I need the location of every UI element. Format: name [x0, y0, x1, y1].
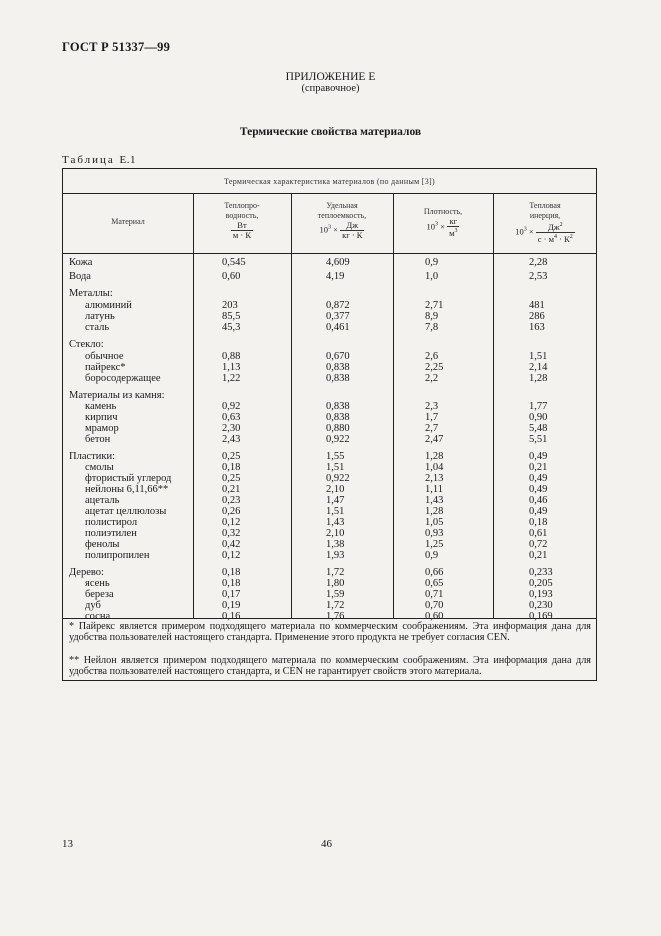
value-rho: 0,9 — [425, 257, 439, 268]
material-name: полиэтилен — [85, 528, 137, 539]
value-c: 0,922 — [326, 434, 350, 445]
value-i: 2,53 — [529, 271, 548, 282]
heat-capacity-factor-exp: 3 — [328, 224, 332, 231]
value-c: 1,72 — [326, 600, 345, 611]
section-title: Термические свойства материалов — [239, 126, 422, 138]
density-unit-den: м — [449, 227, 455, 238]
value-rho: 0,66 — [425, 567, 444, 578]
value-i: 0,49 — [529, 473, 548, 484]
inertia-factor-exp: 3 — [523, 226, 527, 233]
value-rho: 0,60 — [425, 611, 444, 622]
material-name: нейлоны 6,11,66** — [85, 484, 169, 495]
value-k: 1,22 — [222, 373, 241, 384]
value-i: 286 — [529, 311, 545, 322]
material-name: Металлы: — [69, 288, 113, 299]
value-c: 0,880 — [326, 423, 350, 434]
density-unit — [447, 217, 459, 238]
value-c: 0,838 — [326, 401, 350, 412]
value-rho: 7,8 — [425, 322, 439, 333]
inertia-factor: 10 — [515, 226, 524, 237]
value-rho: 1,0 — [425, 271, 439, 282]
appendix-subtitle: (справочное) — [301, 83, 360, 94]
value-c: 0,838 — [326, 362, 350, 373]
value-k: 0,18 — [222, 462, 241, 473]
value-k: 0,88 — [222, 351, 241, 362]
value-i: 1,28 — [529, 373, 548, 384]
value-i: 0,21 — [529, 550, 548, 561]
material-name: ацетат целлюлозы — [85, 506, 167, 517]
value-k: 0,25 — [222, 451, 241, 462]
material-name: фенолы — [85, 539, 120, 550]
inertia-unit-num: Дж — [547, 221, 560, 232]
value-rho: 0,71 — [425, 589, 444, 600]
value-c: 1,51 — [326, 506, 345, 517]
value-c: 1,76 — [326, 611, 345, 622]
value-c: 1,80 — [326, 578, 345, 589]
material-name: Вода — [69, 271, 91, 282]
material-name: Дерево: — [69, 567, 104, 578]
inertia-unit-num-exp: 2 — [559, 222, 563, 228]
value-rho: 1,28 — [425, 451, 444, 462]
value-i: 0,90 — [529, 412, 548, 423]
header-density-line1: Плотность, — [423, 207, 463, 216]
header-heat-capacity-line2: теплоемкость, — [317, 211, 367, 220]
header-conductivity-line1: Теплопро- — [224, 201, 260, 210]
value-c: 1,51 — [326, 462, 345, 473]
table-label-word: Таблица — [62, 154, 115, 166]
material-name: камень — [85, 401, 117, 412]
value-c: 2,10 — [326, 484, 345, 495]
header-inertia-line2: инерция, — [529, 211, 561, 220]
value-k: 1,13 — [222, 362, 241, 373]
col-divider-3 — [393, 193, 394, 618]
value-c: 1,93 — [326, 550, 345, 561]
material-name: Материалы из камня: — [69, 390, 165, 401]
value-k: 0,60 — [222, 271, 241, 282]
value-i: 0,61 — [529, 528, 548, 539]
density-factor-exp: 3 — [435, 221, 439, 228]
value-k: 0,545 — [222, 257, 246, 268]
value-k: 0,12 — [222, 517, 241, 528]
value-k: 2,30 — [222, 423, 241, 434]
value-c: 1,38 — [326, 539, 345, 550]
table-caption: Термическая характеристика материалов (по данным [3]) — [224, 177, 435, 186]
value-i: 163 — [529, 322, 545, 333]
value-i: 0,193 — [529, 589, 553, 600]
header-inertia-line1: Тепловая — [529, 201, 561, 210]
value-i: 0,49 — [529, 451, 548, 462]
value-k: 0,42 — [222, 539, 241, 550]
header-inertia — [493, 201, 597, 244]
value-rho: 8,9 — [425, 311, 439, 322]
inertia-unit-den-exp: 4 — [554, 233, 558, 240]
inertia-times: × — [528, 226, 534, 237]
material-name: латунь — [85, 311, 115, 322]
value-i: 0,72 — [529, 539, 548, 550]
conductivity-unit — [231, 221, 253, 240]
material-name: береза — [85, 589, 114, 600]
value-i: 0,21 — [529, 462, 548, 473]
value-i: 0,18 — [529, 517, 548, 528]
value-k: 0,32 — [222, 528, 241, 539]
heat-capacity-unit-num: Дж — [340, 221, 364, 231]
value-rho: 0,65 — [425, 578, 444, 589]
value-c: 1,72 — [326, 567, 345, 578]
heat-capacity-factor: 10 — [319, 224, 329, 235]
value-i: 0,49 — [529, 506, 548, 517]
value-i: 0,49 — [529, 484, 548, 495]
value-i: 0,205 — [529, 578, 553, 589]
value-rho: 2,47 — [425, 434, 444, 445]
value-i: 0,46 — [529, 495, 548, 506]
value-k: 0,18 — [222, 578, 241, 589]
value-c: 1,59 — [326, 589, 345, 600]
density-unit-den-exp: 3 — [454, 228, 458, 234]
conductivity-unit-num: Вт — [231, 221, 253, 231]
header-heat-capacity-line1: Удельная — [326, 201, 358, 210]
table-label — [62, 154, 136, 166]
header-material: Материал — [111, 217, 145, 226]
material-name: бетон — [85, 434, 111, 445]
value-k: 0,21 — [222, 484, 241, 495]
value-i: 2,28 — [529, 257, 548, 268]
value-rho: 2,2 — [425, 373, 439, 384]
value-c: 1,43 — [326, 517, 345, 528]
caption-divider — [63, 193, 596, 194]
appendix-title: ПРИЛОЖЕНИЕ Е — [285, 71, 376, 83]
density-factor: 10 — [426, 221, 436, 232]
header-density — [393, 207, 493, 238]
inertia-unit-den: с · м — [537, 233, 555, 244]
value-c: 0,377 — [326, 311, 350, 322]
value-i: 5,51 — [529, 434, 548, 445]
value-c: 0,670 — [326, 351, 350, 362]
inertia-unit-den-tail: · К — [559, 233, 570, 244]
value-rho: 2,25 — [425, 362, 444, 373]
material-name: мрамор — [85, 423, 119, 434]
table-label-number: Е.1 — [119, 154, 137, 166]
header-heat-capacity — [291, 201, 393, 240]
material-name: фтористый углерод — [85, 473, 172, 484]
value-i: 1,51 — [529, 351, 548, 362]
value-k: 0,92 — [222, 401, 241, 412]
value-c: 4,609 — [326, 257, 350, 268]
value-rho: 1,11 — [425, 484, 443, 495]
value-rho: 0,93 — [425, 528, 444, 539]
header-conductivity — [193, 201, 291, 240]
value-i: 0,233 — [529, 567, 553, 578]
material-name: Стекло: — [69, 339, 104, 350]
value-k: 0,26 — [222, 506, 241, 517]
col-divider-1 — [193, 193, 194, 618]
material-name: ясень — [85, 578, 110, 589]
inertia-unit-den-tail-exp: 2 — [569, 233, 573, 240]
value-rho: 1,43 — [425, 495, 444, 506]
page-number: 46 — [321, 838, 332, 850]
col-divider-4 — [493, 193, 494, 618]
value-k: 0,63 — [222, 412, 241, 423]
value-k: 0,16 — [222, 611, 241, 622]
value-rho: 2,71 — [425, 300, 444, 311]
thermal-properties-table — [62, 168, 597, 681]
material-name: сталь — [85, 322, 110, 333]
value-rho: 2,6 — [425, 351, 439, 362]
value-c: 1,47 — [326, 495, 345, 506]
value-rho: 1,28 — [425, 506, 444, 517]
col-divider-2 — [291, 193, 292, 618]
header-divider — [63, 253, 596, 254]
material-name: боросодержащее — [85, 373, 161, 384]
value-i: 5,48 — [529, 423, 548, 434]
value-rho: 2,13 — [425, 473, 444, 484]
value-k: 0,19 — [222, 600, 241, 611]
material-name: смолы — [85, 462, 114, 473]
value-c: 0,838 — [326, 412, 350, 423]
value-c: 0,461 — [326, 322, 350, 333]
sheet-number: 13 — [62, 838, 73, 850]
value-k: 45,3 — [222, 322, 241, 333]
header-conductivity-line2: водность, — [225, 211, 259, 220]
value-k: 85,5 — [222, 311, 241, 322]
conductivity-unit-den: м · К — [232, 230, 252, 240]
value-k: 0,23 — [222, 495, 241, 506]
material-name: полипропилен — [85, 550, 150, 561]
density-times: × — [440, 221, 445, 232]
value-rho: 1,7 — [425, 412, 439, 423]
heat-capacity-unit — [340, 221, 364, 240]
value-rho: 1,04 — [425, 462, 444, 473]
value-c: 0,838 — [326, 373, 350, 384]
value-k: 0,18 — [222, 567, 241, 578]
material-name: обычное — [85, 351, 124, 362]
material-name: дуб — [85, 600, 101, 611]
value-k: 0,12 — [222, 550, 241, 561]
heat-capacity-unit-den: кг · К — [342, 230, 363, 240]
value-i: 0,230 — [529, 600, 553, 611]
value-c: 1,55 — [326, 451, 345, 462]
value-rho: 1,25 — [425, 539, 444, 550]
value-k: 0,17 — [222, 589, 241, 600]
density-unit-num: кг — [447, 217, 459, 227]
material-name: сосна — [85, 611, 111, 622]
value-i: 2,14 — [529, 362, 548, 373]
footnote-nylon: ** Нейлон является примером подходящего материала по коммерческим соображениям. Эта информация дана для удобства пользователей настоящего стандарта, и CEN не гарантирует свойств этого материала. — [69, 655, 591, 677]
value-c: 0,872 — [326, 300, 350, 311]
value-k: 2,43 — [222, 434, 241, 445]
value-i: 0,169 — [529, 611, 553, 622]
value-c: 0,922 — [326, 473, 350, 484]
standard-header: ГОСТ Р 51337—99 — [62, 40, 171, 54]
value-k: 0,25 — [222, 473, 241, 484]
material-name: полистирол — [85, 517, 138, 528]
value-rho: 1,05 — [425, 517, 444, 528]
material-name: кирпич — [85, 412, 118, 423]
heat-capacity-times: × — [333, 224, 338, 235]
footnote-pyrex: * Пайрекс является примером подходящего материала по коммерческим соображениям. Эта информация дана для удобства пользователей настоящего стандарта. Применение этого продукта не требует согласия CEN. — [69, 621, 591, 643]
value-k: 203 — [222, 300, 238, 311]
value-c: 4,19 — [326, 271, 345, 282]
material-name: алюминий — [85, 300, 132, 311]
value-rho: 2,7 — [425, 423, 439, 434]
material-name: Пластики: — [69, 451, 115, 462]
value-i: 481 — [529, 300, 545, 311]
value-rho: 2,3 — [425, 401, 439, 412]
inertia-unit — [536, 221, 575, 244]
material-name: ацеталь — [85, 495, 120, 506]
material-name: Кожа — [69, 257, 93, 268]
value-rho: 0,70 — [425, 600, 444, 611]
value-i: 1,77 — [529, 401, 548, 412]
value-rho: 0,9 — [425, 550, 439, 561]
value-c: 2,10 — [326, 528, 345, 539]
material-name: пайрекс* — [85, 362, 126, 373]
